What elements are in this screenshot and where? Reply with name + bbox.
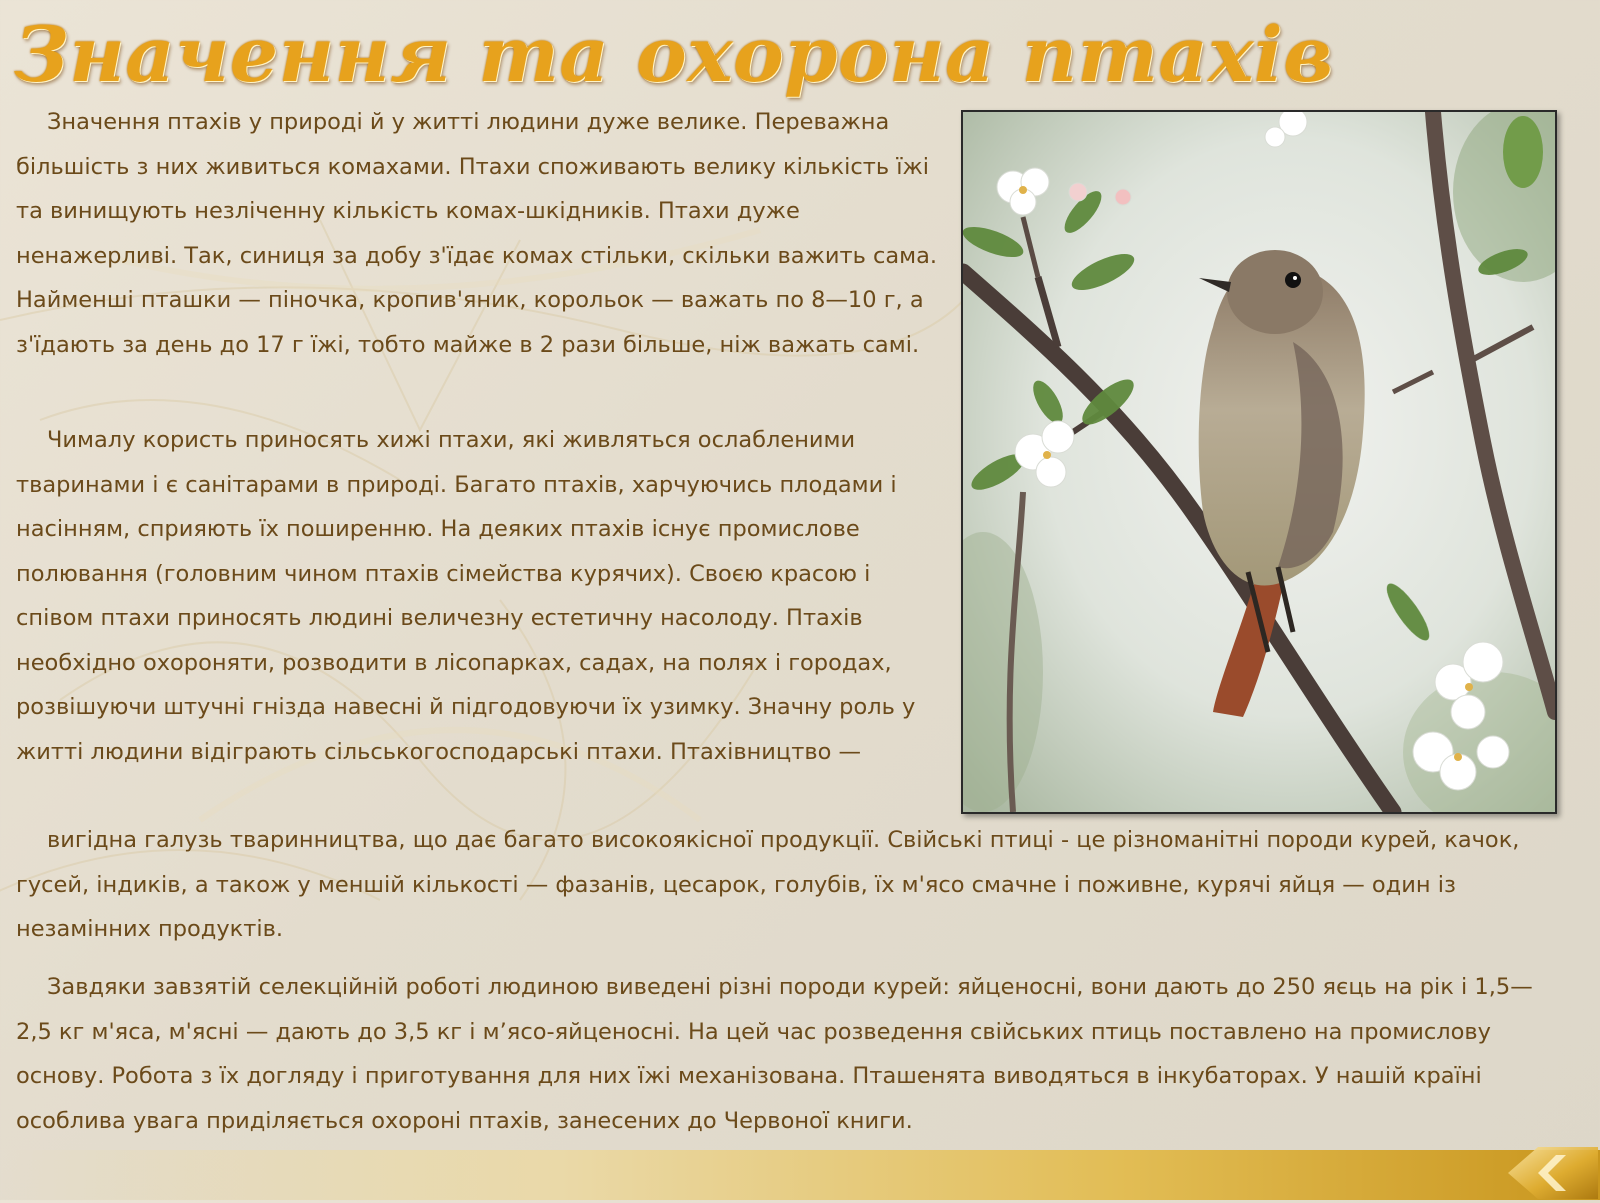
- paragraph-poultry-text: вигідна галузь тваринництва, що дає багато високоякісної продукції. Свійські птиці - це різноманітні породи курей, качок, гусей, індиків, а також у меншій кількості — фазанів, цесарок, голубів, їх м'ясо смачне і поживне, курячі яйця — один із незамінних продуктів.: [16, 827, 1520, 942]
- paragraph-breeding-text: Завдяки завзятій селекційній роботі людиною виведені різні породи курей: яйценосні, вони дають до 250 яєць на рік і 1,5— 2,5 кг м'яса, м'ясні — дають до 3,5 кг і м’ясо-яйценосні. На цей час розведення свійських птиць поставлено на промислову основу. Робота з їх догляду і приготування для них їжі механізована. Пташенята виводяться в інкубаторах. У нашій країні особлива увага приділяється охороні птахів, занесених до Червоної книги.: [16, 974, 1533, 1134]
- footer-band: [0, 1150, 1600, 1200]
- chevron-left-icon: [1508, 1147, 1598, 1199]
- paragraph-importance-text: Значення птахів у природі й у житті людини дуже велике. Переважна більшість з них живиться комахами. Птахи споживають велику кількість їжі та винищують незліченну кількість комах-шкідників. Птахи дуже ненажерливі. Так, синиця за добу з'їдає комах стільки, скільки важить сама. Найменші пташки — піночка, кропив'яник, корольок — важать по 8—10 г, а з'їдають за день до 17 г їжі, тобто майже в 2 рази більше, ніж важать самі.: [16, 109, 938, 358]
- paragraph-poultry: [16, 818, 1561, 952]
- bird-illustration: [963, 112, 1555, 812]
- paragraph-predators-text: Чималу користь приносять хижі птахи, які живляться ослабленими тваринами і є санітарами в природі. Багато птахів, харчуючись плодами і насінням, сприяють їх поширенню. На деяких птахів існує промислове полювання (головним чином птахів сімейства курячих). Своєю красою і співом птахи приносять людині величезну естетичну насолоду. Птахів необхідно охороняти, розводити в лісопарках, садах, на полях і городах, розвішуючи штучні гнізда навесні й підгодовуючи їх узимку. Значну роль у житті людини відіграють сільськогосподарські птахи. Птахівництво —: [16, 427, 916, 765]
- previous-slide-button[interactable]: [1508, 1147, 1598, 1199]
- bird-on-branch-photo: [961, 110, 1557, 814]
- slide-title: Значення та охорона птахів: [14, 10, 1334, 99]
- paragraph-importance: [16, 100, 946, 367]
- paragraph-breeding: [16, 965, 1571, 1143]
- paragraph-predators: [16, 418, 946, 774]
